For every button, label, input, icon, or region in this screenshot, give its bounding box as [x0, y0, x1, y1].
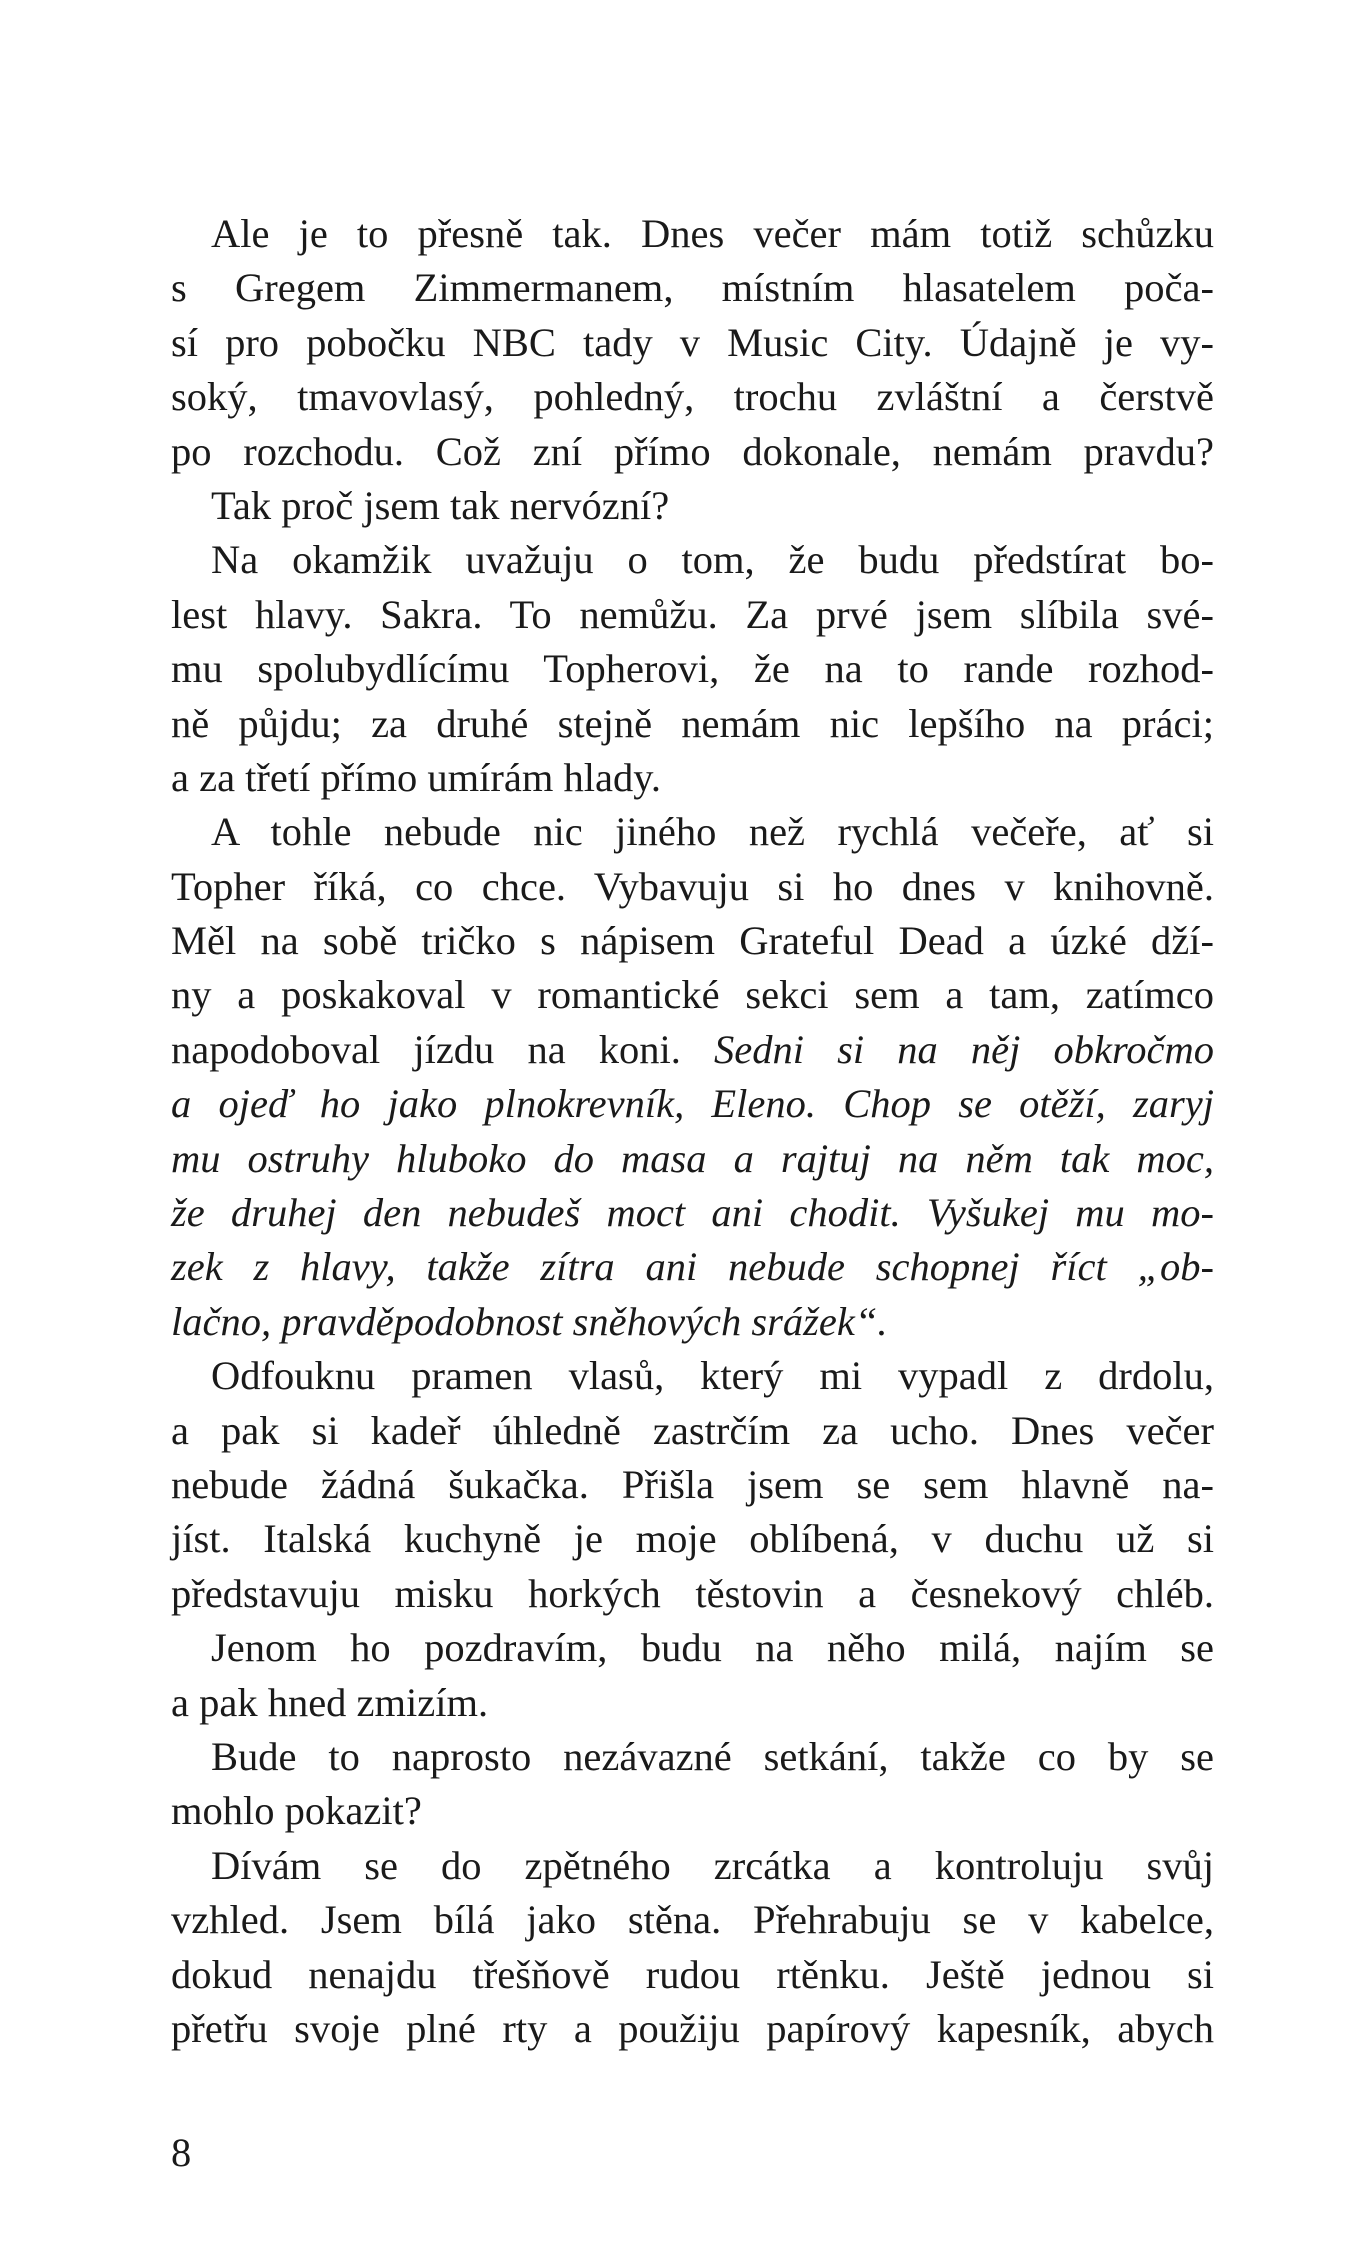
text-line: Dívám se do zpětného zrcátka a kontroluju svůj [211, 1842, 1214, 1888]
text-line: Odfouknu pramen vlasů, který mi vypadl z drdolu, [211, 1353, 1214, 1399]
text-line: vzhled. Jsem bílá jako stěna. Přehrabuju se v kabelce, [171, 1897, 1214, 1943]
body-text [171, 207, 1214, 2056]
text-line: ně půjdu; za druhé stejně nemám nic lepšího na práci; [171, 700, 1214, 746]
text-line: nebude žádná šukačka. Přišla jsem se sem hlavně na- [171, 1461, 1214, 1507]
text-line: Bude to naprosto nezávazné setkání, takže co by se [211, 1733, 1214, 1779]
text-line: soký, tmavovlasý, pohledný, trochu zvláštní a čerstvě [171, 374, 1214, 420]
text-line: lest hlavy. Sakra. To nemůžu. Za prvé jsem slíbila své- [171, 591, 1214, 637]
italic-text-line: lačno, pravděpodobnost sněhových srážek“. [171, 1298, 888, 1344]
text-line: představuju misku horkých těstovin a česnekový chléb. [171, 1570, 1214, 1616]
italic-text-line: a ojeď ho jako plnokrevník, Eleno. Chop se otěží, zaryj [171, 1081, 1214, 1127]
text-line: a pak hned zmizím. [171, 1679, 489, 1725]
text-line: s Gregem Zimmermanem, místním hlasatelem poča- [171, 265, 1214, 311]
page-number: 8 [171, 2130, 192, 2175]
text-line: přetřu svoje plné rty a použiju papírový kapesník, abych [171, 2005, 1214, 2051]
text-line: mu spolubydlícímu Topherovi, že na to rande rozhod- [171, 646, 1214, 692]
text-line: Ale je to přesně tak. Dnes večer mám totiž schůzku [211, 211, 1214, 256]
text-line: ny a poskakoval v romantické sekci sem a tam, zatímco [171, 972, 1214, 1018]
text-line: a pak si kadeř úhledně zastrčím za ucho. Dnes večer [171, 1407, 1214, 1453]
text-line: a za třetí přímo umírám hlady. [171, 754, 661, 800]
text-line: mohlo pokazit? [171, 1788, 422, 1834]
italic-text: Sedni si na něj obkročmo [714, 1026, 1214, 1072]
text-line: A tohle nebude nic jiného než rychlá večeře, ať si [211, 809, 1214, 855]
italic-text-line: že druhej den nebudeš moct ani chodit. Vyšukej mu mo- [171, 1190, 1214, 1236]
text-line: Měl na sobě tričko s nápisem Grateful Dead a úzké dží- [171, 918, 1214, 964]
text-line: Tak proč jsem tak nervózní? [211, 482, 670, 528]
text-line: sí pro pobočku NBC tady v Music City. Údajně je vy- [171, 319, 1214, 365]
italic-text-line: mu ostruhy hluboko do masa a rajtuj na něm tak moc, [171, 1135, 1214, 1181]
text-line: jíst. Italská kuchyně je moje oblíbená, v duchu už si [171, 1516, 1214, 1562]
text-line: Jenom ho pozdravím, budu na něho milá, najím se [211, 1625, 1214, 1671]
text-line: dokud nenajdu třešňově rudou rtěnku. Ještě jednou si [171, 1951, 1214, 1997]
text-line: Na okamžik uvažuju o tom, že budu předstírat bo- [211, 537, 1214, 583]
text-line: napodoboval jízdu na koni. Sedni si na něj obkročmo [171, 1026, 1214, 1072]
text-line: Topher říká, co chce. Vybavuju si ho dnes v knihovně. [171, 863, 1214, 909]
italic-text-line: zek z hlavy, takže zítra ani nebude schopnej říct „ob- [171, 1244, 1214, 1290]
text-line: po rozchodu. Což zní přímo dokonale, nemám pravdu? [171, 428, 1214, 474]
